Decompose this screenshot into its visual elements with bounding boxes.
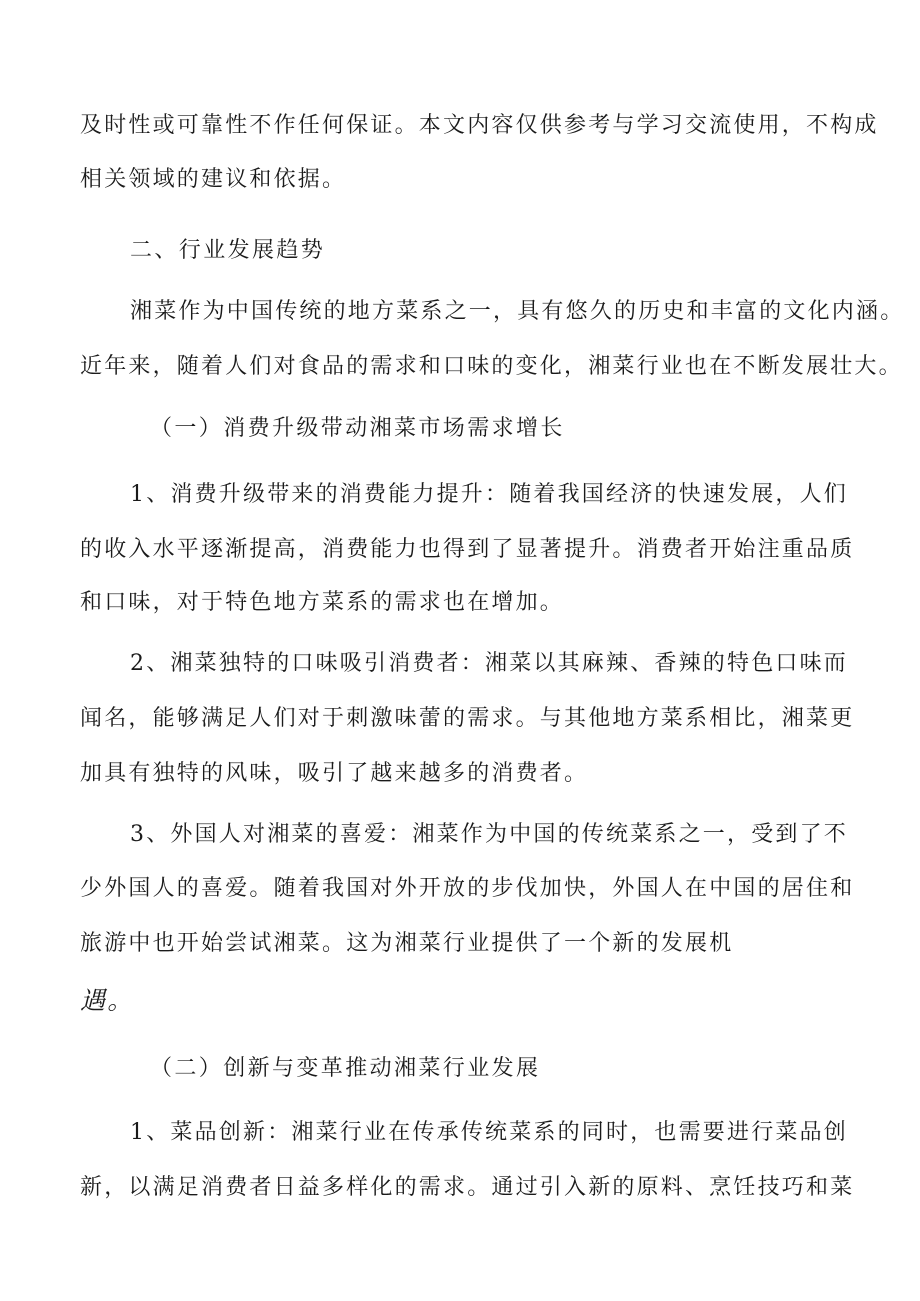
item-1-2-line-1: 2、湘菜独特的口味吸引消费者：湘菜以其麻辣、香辣的特色口味而 [130, 651, 848, 676]
item-1-1-line-1: 1、消费升级带来的消费能力提升：随着我国经济的快速发展，人们 [130, 482, 848, 507]
intro-line-2: 相关领域的建议和依据。 [80, 167, 347, 192]
item-2-1-line-1: 1、菜品创新：湘菜行业在传承传统菜系的同时，也需要进行菜品创 [130, 1120, 848, 1145]
item-1-2-line-2: 闻名，能够满足人们对于刺激味蕾的需求。与其他地方菜系相比，湘菜更 [80, 706, 855, 731]
item-1-3-line-2: 少外国人的喜爱。随着我国对外开放的步伐加快，外国人在中国的居住和 [80, 876, 855, 901]
subsection-2-title: （二）创新与变革推动湘菜行业发展 [150, 1056, 541, 1081]
item-1-3-line-4: 遇。 [80, 986, 135, 1015]
item-1-1-line-2: 的收入水平逐渐提高，消费能力也得到了显著提升。消费者开始注重品质 [80, 537, 855, 562]
intro-line-1: 及时性或可靠性不作任何保证。本文内容仅供参考与学习交流使用，不构成 [80, 113, 879, 138]
section-title: 二、行业发展趋势 [130, 238, 326, 263]
item-1-1-line-3: 和口味，对于特色地方菜系的需求也在增加。 [80, 590, 565, 615]
item-1-3-line-1: 3、外国人对湘菜的喜爱：湘菜作为中国的传统菜系之一，受到了不 [130, 822, 848, 847]
item-1-3-line-3: 旅游中也开始尝试湘菜。这为湘菜行业提供了一个新的发展机 [80, 931, 734, 956]
subsection-1-title: （一）消费升级带动湘菜市场需求增长 [150, 416, 565, 441]
overview-line-1: 湘菜作为中国传统的地方菜系之一，具有悠久的历史和丰富的文化内涵。 [130, 299, 905, 324]
item-2-1-line-2: 新，以满足消费者日益多样化的需求。通过引入新的原料、烹饪技巧和菜 [80, 1175, 855, 1200]
item-1-2-line-3: 加具有独特的风味，吸引了越来越多的消费者。 [80, 761, 589, 786]
overview-line-2: 近年来，随着人们对食品的需求和口味的变化，湘菜行业也在不断发展壮大。 [80, 354, 903, 379]
